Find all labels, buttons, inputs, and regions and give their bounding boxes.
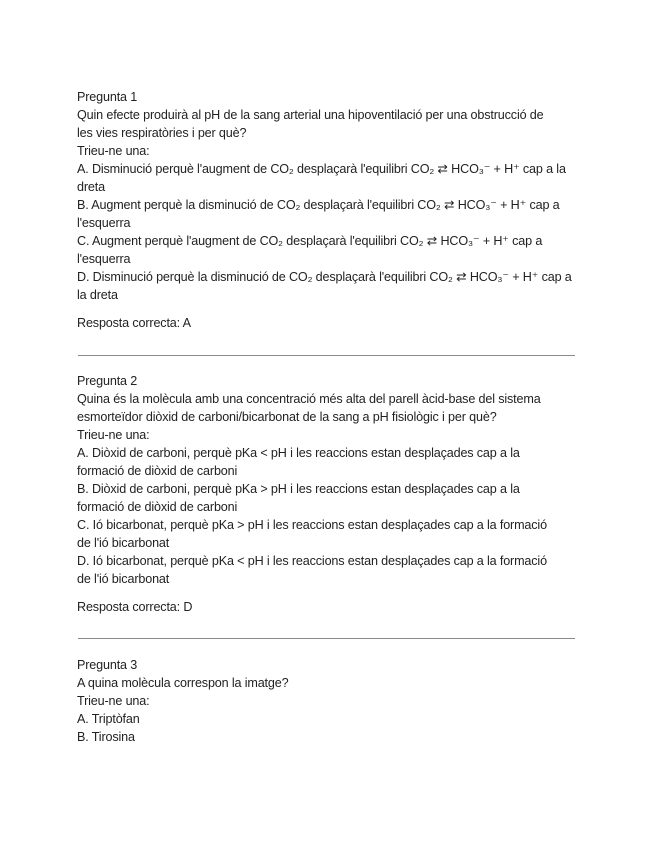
answer-option: formació de diòxid de carboni: [77, 500, 238, 514]
question-heading: Pregunta 2: [77, 374, 138, 388]
answer-option: formació de diòxid de carboni: [77, 464, 238, 478]
answer-option: l'esquerra: [77, 216, 131, 230]
choose-prompt: Trieu-ne una:: [77, 144, 150, 158]
answer-option: A. Diòxid de carboni, perquè pKa < pH i les reaccions estan desplaçades cap a la: [77, 446, 520, 460]
answer-option: dreta: [77, 180, 105, 194]
question-text: A quina molècula correspon la imatge?: [77, 676, 289, 690]
answer-option: de l'ió bicarbonat: [77, 536, 170, 550]
answer-option: D. Disminució perquè la disminució de CO₂ desplaçarà l'equilibri CO₂ ⇄ HCO₃⁻ + H⁺ cap a: [77, 270, 572, 284]
answer-option: de l'ió bicarbonat: [77, 572, 170, 586]
question-text: Quin efecte produirà al pH de la sang arterial una hipoventilació per una obstrucció de: [77, 108, 544, 122]
correct-answer: Resposta correcta: D: [77, 600, 193, 614]
question-text: Quina és la molècula amb una concentració més alta del parell àcid-base del sistema: [77, 392, 541, 406]
answer-option: C. Augment perquè l'augment de CO₂ desplaçarà l'equilibri CO₂ ⇄ HCO₃⁻ + H⁺ cap a: [77, 234, 543, 248]
answer-option: A. Disminució perquè l'augment de CO₂ desplaçarà l'equilibri CO₂ ⇄ HCO₃⁻ + H⁺ cap a la: [77, 162, 566, 176]
answer-option: D. Ió bicarbonat, perquè pKa < pH i les reaccions estan desplaçades cap a la formació: [77, 554, 547, 568]
question-heading: Pregunta 1: [77, 90, 138, 104]
answer-option: A. Triptòfan: [77, 712, 140, 726]
question-text: les vies respiratòries i per què?: [77, 126, 247, 140]
spacer: [77, 588, 597, 598]
answer-option: C. Ió bicarbonat, perquè pKa > pH i les reaccions estan desplaçades cap a la formació: [77, 518, 547, 532]
correct-answer: Resposta correcta: A: [77, 316, 191, 330]
spacer: [77, 304, 597, 314]
divider: [78, 355, 575, 356]
question-3: [77, 656, 597, 746]
divider: [78, 638, 575, 639]
question-heading: Pregunta 3: [77, 658, 138, 672]
question-1: [77, 88, 597, 332]
answer-option: B. Tirosina: [77, 730, 135, 744]
question-2: [77, 372, 597, 616]
answer-option: l'esquerra: [77, 252, 131, 266]
choose-prompt: Trieu-ne una:: [77, 428, 150, 442]
choose-prompt: Trieu-ne una:: [77, 694, 150, 708]
question-text: esmorteïdor diòxid de carboni/bicarbonat de la sang a pH fisiològic i per què?: [77, 410, 497, 424]
answer-option: B. Diòxid de carboni, perquè pKa > pH i les reaccions estan desplaçades cap a la: [77, 482, 520, 496]
answer-option: la dreta: [77, 288, 118, 302]
answer-option: B. Augment perquè la disminució de CO₂ desplaçarà l'equilibri CO₂ ⇄ HCO₃⁻ + H⁺ cap a: [77, 198, 560, 212]
